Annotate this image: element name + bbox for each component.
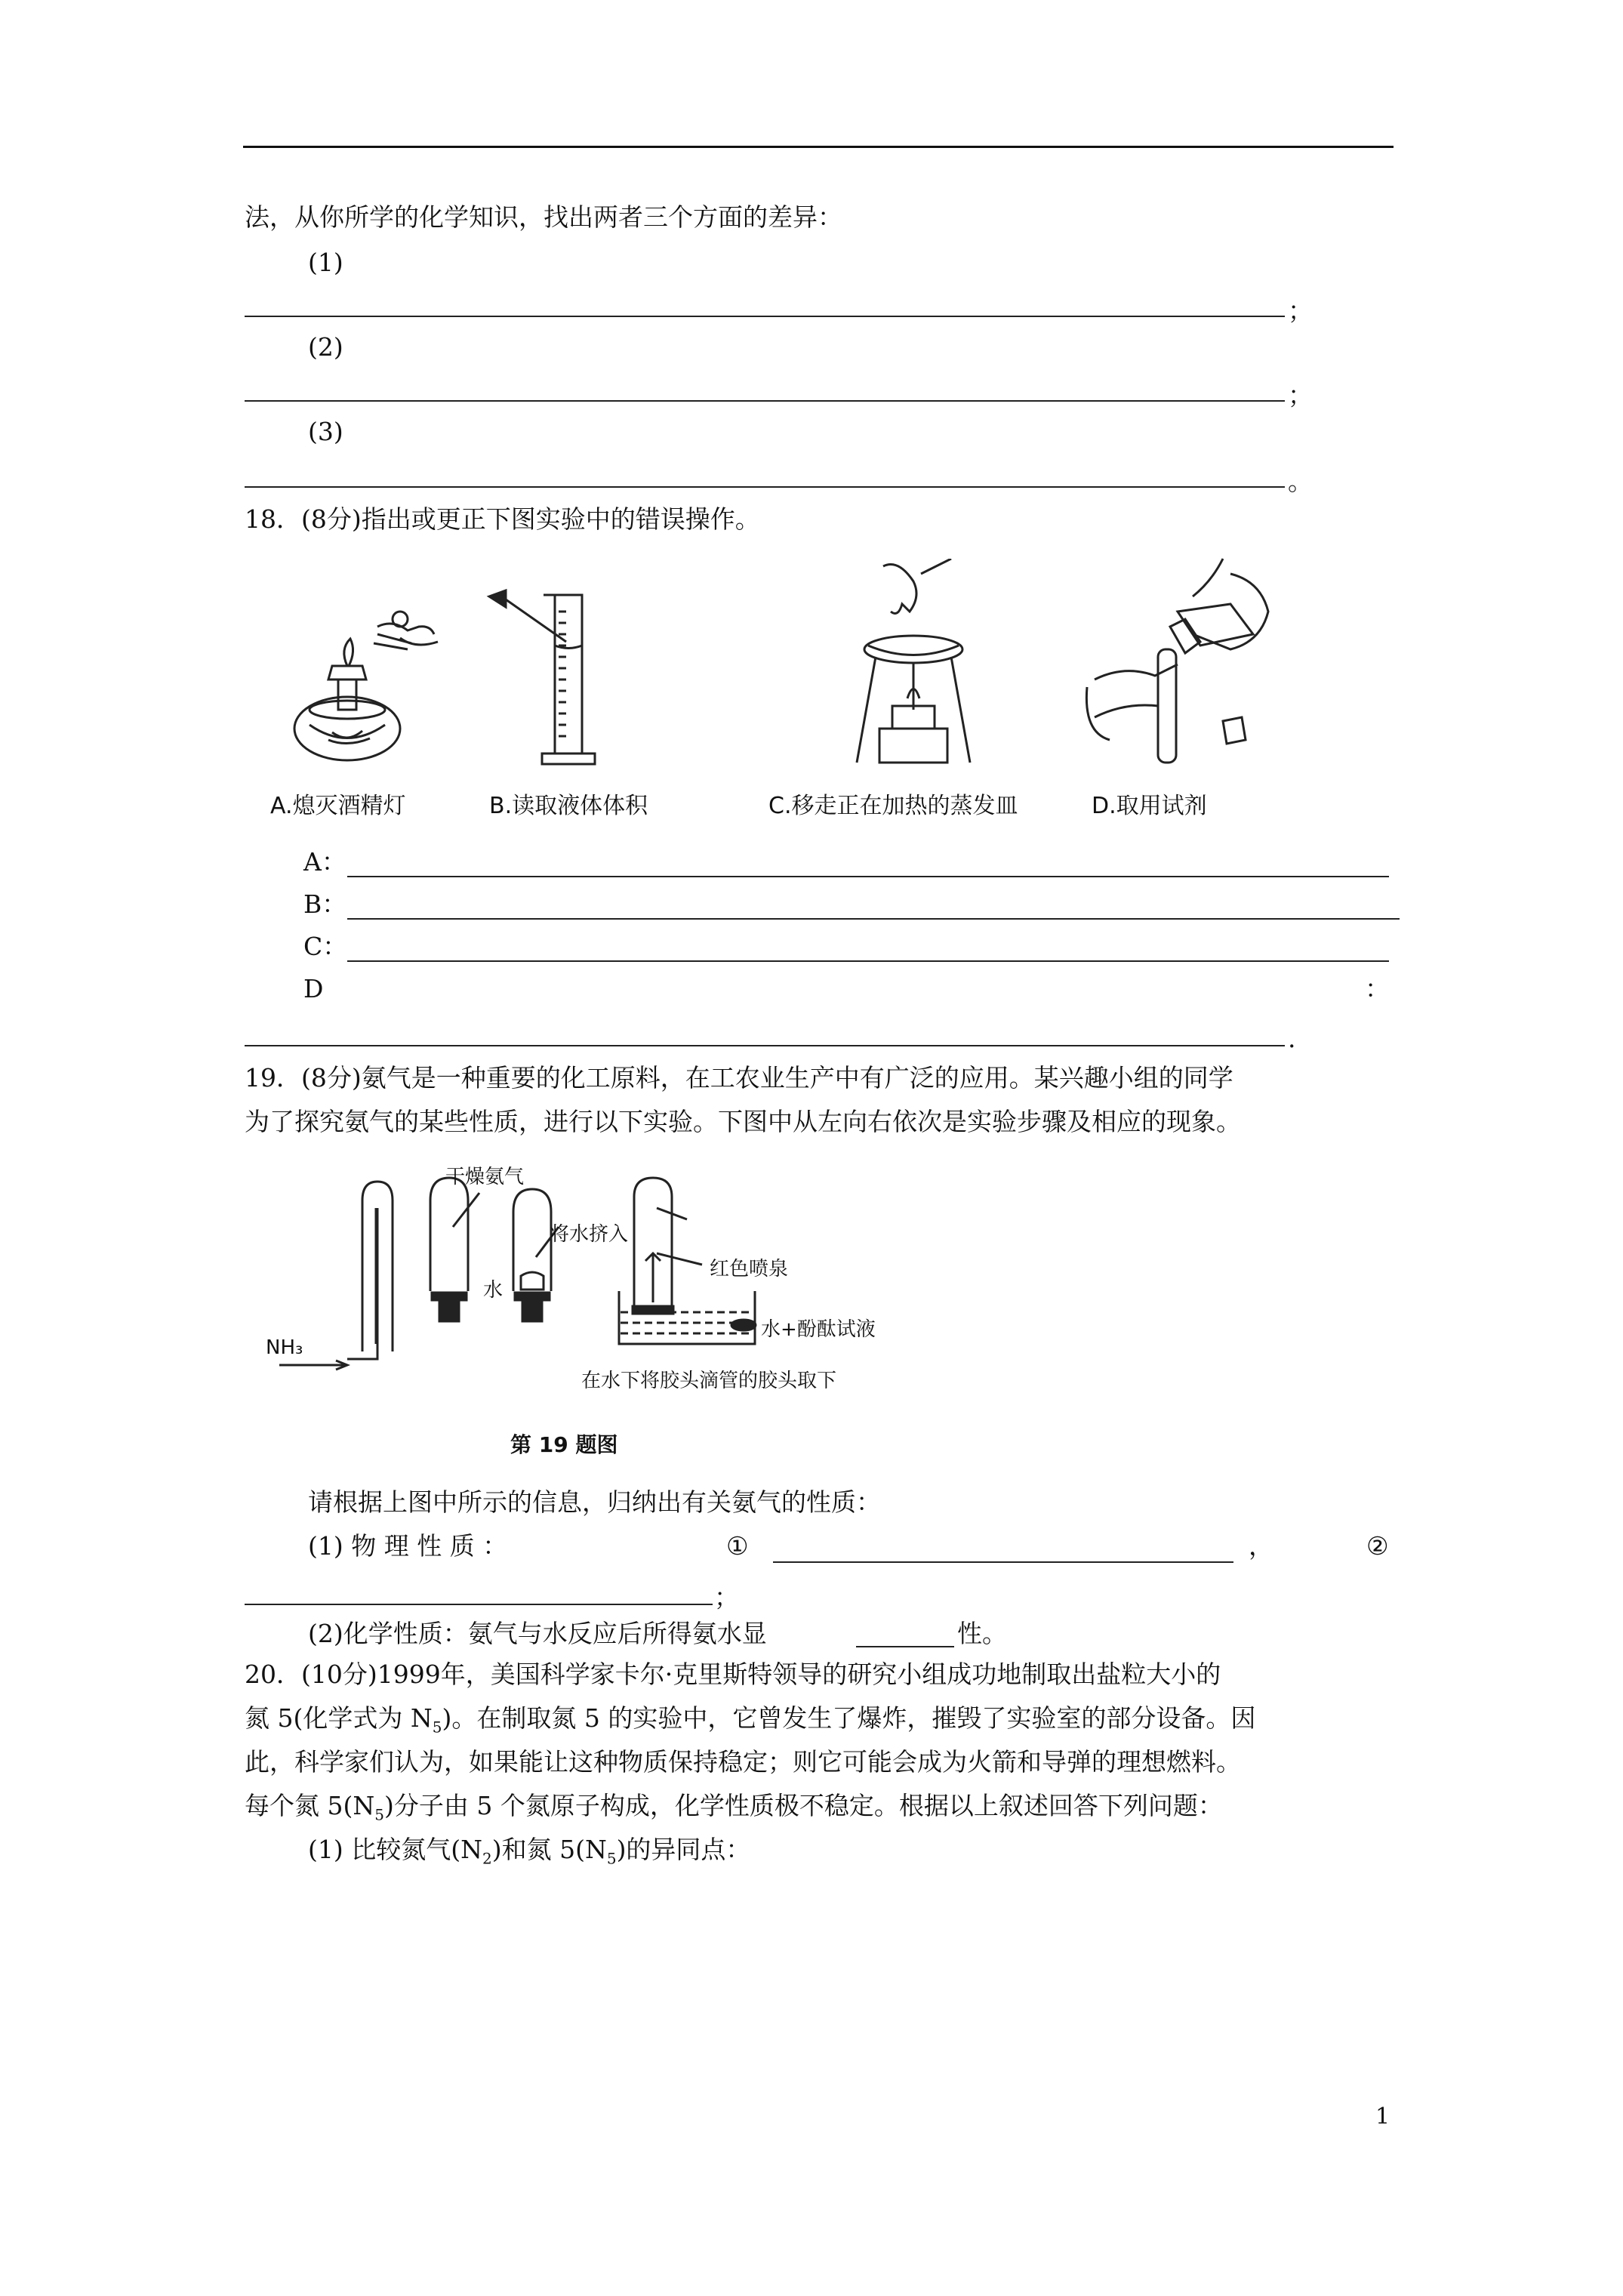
q18-end-final: .: [1288, 1024, 1296, 1053]
label-water-phenolphthalein: 水+酚酞试液: [761, 1318, 876, 1341]
q19-line2: 为了探究氨气的某些性质，进行以下实验。下图中从左向右依次是实验步骤及相应的现象。: [245, 1107, 1241, 1136]
answer-line: [245, 1045, 1285, 1046]
answer-line: [347, 918, 1400, 920]
q20-line4: 每个氮 $5(N_5)$分子由 5 个氮原子构成，化学性质极不稳定。根据以上叙述回答下列问题：: [245, 1791, 1223, 1824]
q18-label-a: A：: [303, 847, 346, 877]
q19-phys-label: (1) 物 理 性 质 ：: [308, 1531, 508, 1561]
answer-line: [773, 1561, 1233, 1563]
figure-taking-reagent: [1079, 551, 1291, 778]
q19-prompt: 请根据上图中所示的信息，归纳出有关氨气的性质：: [308, 1487, 881, 1517]
figure-alcohol-lamp: [287, 596, 460, 770]
q19-chem-a: (2)化学性质：氨气与水反应后所得氨水显: [308, 1619, 767, 1648]
q18-title: 18．(8分)指出或更正下图实验中的错误操作。: [245, 504, 760, 534]
answer-line: [245, 486, 1285, 488]
label-dry-ammonia: 干燥氨气: [445, 1166, 525, 1188]
label-remove-bulb: 在水下将胶头滴管的胶头取下: [581, 1370, 837, 1392]
answer-line: [347, 876, 1389, 877]
q20-question1: (1) 比较氮气$(N_2)$和氮 $5(N_5)$的异同点：: [308, 1835, 751, 1868]
answer-blank: [856, 1646, 954, 1647]
caption-b: B.读取液体体积: [489, 793, 648, 819]
label-water: 水: [483, 1279, 504, 1302]
q20-line1: 20．(10分)1999年，美国科学家卡尔·克里斯特领导的研究小组成功地制取出盐粒大小的: [245, 1660, 1221, 1689]
q17-item1-label: (1): [308, 248, 343, 277]
caption-c: C.移走正在加热的蒸发皿: [768, 793, 1018, 819]
q18-label-c: C：: [303, 932, 348, 961]
answer-line: [245, 316, 1285, 317]
q17-end2: ；: [1288, 381, 1313, 410]
answer-line: [245, 1604, 713, 1605]
page-number: 1: [1375, 2103, 1390, 2130]
figure-graduated-cylinder: [483, 581, 611, 793]
answer-line: [347, 960, 1389, 962]
label-nh3: NH₃: [266, 1336, 303, 1359]
figure-evaporating-dish: [838, 559, 989, 778]
q17-item3-label: (3): [308, 417, 343, 446]
q19-line1: 19．(8分)氨气是一种重要的化工原料，在工农业生产中有广泛的应用。某兴趣小组的同学: [245, 1063, 1233, 1093]
caption-a: A.熄灭酒精灯: [270, 793, 406, 819]
q17-item2-label: (2): [308, 332, 343, 362]
q20-line2: 氮 5(化学式为 $N_5$)。在制取氮 5 的实验中，它曾发生了爆炸，摧毁了实验室的部分设备。因: [245, 1703, 1256, 1737]
q17-end1: ；: [1288, 296, 1313, 325]
q18-label-b: B：: [303, 889, 347, 919]
q19-comma: ，: [1249, 1531, 1273, 1561]
q18-label-d: D: [303, 974, 324, 1003]
answer-line: [245, 400, 1285, 402]
header-rule: [243, 146, 1394, 148]
q17-intro: 法，从你所学的化学知识，找出两者三个方面的差异：: [245, 202, 842, 232]
q18-end-d: ：: [1365, 974, 1390, 1003]
q19-circle1: ①: [726, 1531, 749, 1561]
caption-d: D.取用试剂: [1092, 793, 1207, 819]
q19-circle2: ②: [1366, 1531, 1389, 1561]
q19-chem-b: 性。: [957, 1619, 1007, 1648]
q19-semicolon: ；: [714, 1583, 739, 1612]
q20-line3: 此，科学家们认为，如果能让这种物质保持稳定；则它可能会成为火箭和导弹的理想燃料。: [245, 1747, 1241, 1777]
label-red-fountain: 红色喷泉: [710, 1258, 789, 1281]
figure-19-caption: 第 19 题图: [510, 1432, 618, 1457]
label-squeeze-water: 将水挤入: [550, 1223, 629, 1246]
q17-end3: 。: [1288, 467, 1313, 496]
